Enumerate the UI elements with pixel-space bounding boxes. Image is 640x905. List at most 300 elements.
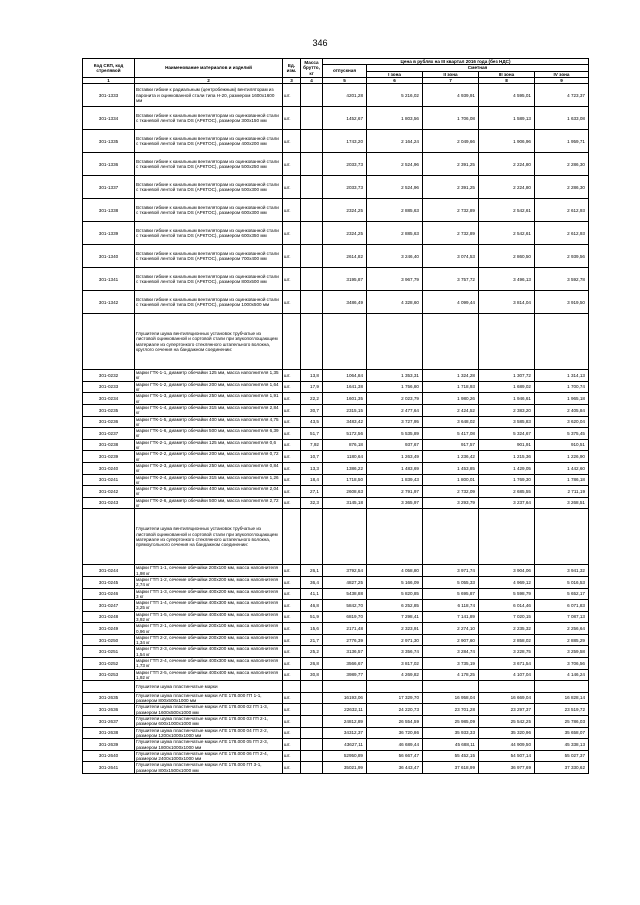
item-mass bbox=[301, 153, 323, 176]
price-zone-4: 2 612,93 bbox=[535, 222, 589, 245]
price-zone-4: 2 286,30 bbox=[535, 176, 589, 199]
price-zone-1: 3 365,97 bbox=[367, 497, 423, 509]
table-row bbox=[83, 130, 589, 153]
item-mass: 43,5 bbox=[301, 416, 323, 428]
price-zone-1: 1 353,31 bbox=[367, 370, 423, 382]
price-release: 22632,11 bbox=[323, 704, 367, 716]
item-code: 301-1334 bbox=[83, 107, 135, 130]
price-zone-2: 1 236,42 bbox=[423, 451, 479, 463]
item-name: марки ГТК-1-4, диаметр обечайки 315 мм, масса наполнителя 2,84 кг bbox=[135, 404, 283, 416]
price-zone-3: 36 977,69 bbox=[479, 762, 535, 774]
price-release: 24812,89 bbox=[323, 716, 367, 728]
item-code: 301-0247 bbox=[83, 600, 135, 612]
price-zone-3: 1 429,05 bbox=[479, 462, 535, 474]
table-row bbox=[83, 153, 589, 176]
item-mass: 30,8 bbox=[301, 669, 323, 681]
item-code: 301-0236 bbox=[83, 416, 135, 428]
price-zone-2: 6 118,74 bbox=[423, 600, 479, 612]
col-number: 9 bbox=[535, 77, 589, 83]
item-name: Глушители шума пластинчатые марки АГЕ 178.000 ГП 3-1, размером 800х1500х1000 мм bbox=[135, 762, 283, 774]
price-zone-3: 6 014,46 bbox=[479, 600, 535, 612]
price-zone-2: 1 980,26 bbox=[423, 393, 479, 405]
table-row bbox=[83, 704, 589, 716]
item-mass: 26,1 bbox=[301, 565, 323, 577]
price-zone-2: 1 718,93 bbox=[423, 381, 479, 393]
price-zone-3: 2 224,80 bbox=[479, 176, 535, 199]
item-name: Глушители шума пластинчатые марки АГЕ 178.000 02 ГП 1-3, размером 1600х500х1000 мм bbox=[135, 704, 283, 716]
price-zone-2: 2 049,66 bbox=[423, 130, 479, 153]
item-mass: 51,9 bbox=[301, 611, 323, 623]
item-mass bbox=[301, 716, 323, 728]
col-number: 2 bbox=[135, 77, 283, 83]
table-row bbox=[83, 404, 589, 416]
table-row bbox=[83, 750, 589, 762]
item-code: 301-1342 bbox=[83, 291, 135, 314]
item-mass bbox=[301, 509, 323, 565]
item-unit: шт. bbox=[283, 576, 301, 588]
item-name: марки ГТК-1-3, диаметр обечайки 250 мм, масса наполнителя 1,91 кг bbox=[135, 393, 283, 405]
header-price-group: Цена в рублях на III квартал 2016 года (без НДС) bbox=[323, 59, 589, 65]
price-zone-1: 26 554,59 bbox=[367, 716, 423, 728]
price-zone-1: 3 356,74 bbox=[367, 646, 423, 658]
item-name: марки ГТП 1-5, сечение обечайки 400х400 мм, масса наполнителя 3,92 кг bbox=[135, 611, 283, 623]
header-mass: Масса брутто, кг bbox=[301, 59, 323, 78]
price-zone-1: 5 216,02 bbox=[367, 84, 423, 107]
price-zone-2: 1 706,08 bbox=[423, 107, 479, 130]
price-zone-4: 5 652,17 bbox=[535, 588, 589, 600]
price-zone-2: 1 453,85 bbox=[423, 462, 479, 474]
item-mass bbox=[301, 314, 323, 370]
item-name: марки ГТК-2-1, диаметр обечайки 125 мм, масса наполнителя 0,6 кг bbox=[135, 439, 283, 451]
price-zone-4: 2 256,64 bbox=[535, 623, 589, 635]
price-zone-1: 17 329,70 bbox=[367, 692, 423, 704]
table-row bbox=[83, 692, 589, 704]
item-code: 301-2635 bbox=[83, 692, 135, 704]
price-release: 5842,70 bbox=[323, 600, 367, 612]
item-unit: шт. bbox=[283, 704, 301, 716]
item-code: 301-0244 bbox=[83, 565, 135, 577]
table-row bbox=[83, 291, 589, 314]
price-zone-4: 1 442,60 bbox=[535, 462, 589, 474]
item-code: 301-0235 bbox=[83, 404, 135, 416]
item-mass bbox=[301, 245, 323, 268]
price-release: 5172,56 bbox=[323, 428, 367, 440]
price-zone-1: 46 689,44 bbox=[367, 739, 423, 751]
price-zone-4: 3 706,56 bbox=[535, 658, 589, 670]
item-name: марки ГТК-2-4, диаметр обечайки 315 мм, масса наполнителя 1,26 кг bbox=[135, 474, 283, 486]
price-zone-3: 1 906,96 bbox=[479, 130, 535, 153]
item-code: 301-1338 bbox=[83, 199, 135, 222]
price-zone-3: 2 685,55 bbox=[479, 486, 535, 498]
item-code: 301-2638 bbox=[83, 727, 135, 739]
price-zone-1 bbox=[367, 509, 423, 565]
item-unit: шт. bbox=[283, 416, 301, 428]
price-zone-3: 3 904,06 bbox=[479, 565, 535, 577]
price-zone-1: 3 246,40 bbox=[367, 245, 423, 268]
price-zone-2: 3 284,74 bbox=[423, 646, 479, 658]
item-code: 301-2641 bbox=[83, 762, 135, 774]
price-zone-2: 2 424,52 bbox=[423, 404, 479, 416]
item-unit: шт. bbox=[283, 451, 301, 463]
price-zone-3: 5 324,67 bbox=[479, 428, 535, 440]
price-zone-4: 3 941,32 bbox=[535, 565, 589, 577]
price-release: 2324,25 bbox=[323, 199, 367, 222]
price-release: 1743,20 bbox=[323, 130, 367, 153]
item-unit: шт. bbox=[283, 381, 301, 393]
item-unit: шт. bbox=[283, 727, 301, 739]
price-release: 2033,73 bbox=[323, 176, 367, 199]
item-name: Вставки гибкие к канальным вентиляторам из оцинкованной стали с тканевой лентой типа DS (АРКТОС), размером 700х400 мм bbox=[135, 245, 283, 268]
item-mass bbox=[301, 222, 323, 245]
price-release: 16193,06 bbox=[323, 692, 367, 704]
col-number: 8 bbox=[479, 77, 535, 83]
item-mass bbox=[301, 130, 323, 153]
price-release: 3566,67 bbox=[323, 658, 367, 670]
price-zone-4 bbox=[535, 509, 589, 565]
table-body bbox=[83, 84, 589, 774]
page-number: 346 bbox=[312, 38, 328, 48]
price-zone-3: 3 228,75 bbox=[479, 646, 535, 658]
price-zone-3: 44 909,50 bbox=[479, 739, 535, 751]
price-zone-4: 2 286,30 bbox=[535, 153, 589, 176]
price-release: 4827,25 bbox=[323, 576, 367, 588]
item-unit: шт. bbox=[283, 291, 301, 314]
price-zone-1: 36 443,47 bbox=[367, 762, 423, 774]
price-release bbox=[323, 314, 367, 370]
price-zone-3: 2 542,61 bbox=[479, 222, 535, 245]
price-zone-1: 2 791,97 bbox=[367, 486, 423, 498]
price-zone-1: 5 166,09 bbox=[367, 576, 423, 588]
table-row bbox=[83, 576, 589, 588]
header-unit: Ед. изм. bbox=[283, 59, 301, 78]
item-mass: 30,7 bbox=[301, 404, 323, 416]
price-release: 1064,84 bbox=[323, 370, 367, 382]
price-zone-1: 36 720,86 bbox=[367, 727, 423, 739]
table-row bbox=[83, 381, 589, 393]
price-zone-4: 3 268,51 bbox=[535, 497, 589, 509]
item-code: 301-0249 bbox=[83, 623, 135, 635]
item-mass: 10,7 bbox=[301, 451, 323, 463]
item-mass: 13,8 bbox=[301, 370, 323, 382]
table-row bbox=[83, 762, 589, 774]
item-unit: шт. bbox=[283, 393, 301, 405]
item-mass bbox=[301, 750, 323, 762]
price-release: 1641,38 bbox=[323, 381, 367, 393]
table-row bbox=[83, 370, 589, 382]
price-zone-2: 45 688,11 bbox=[423, 739, 479, 751]
item-mass: 22,2 bbox=[301, 393, 323, 405]
price-release: 2033,73 bbox=[323, 153, 367, 176]
price-zone-4: 3 919,50 bbox=[535, 291, 589, 314]
item-code: 301-0240 bbox=[83, 462, 135, 474]
price-zone-3 bbox=[479, 509, 535, 565]
item-name: марки ГТК-1-2, диаметр обечайки 200 мм, масса наполнителя 1,64 кг bbox=[135, 381, 283, 393]
price-release: 3989,77 bbox=[323, 669, 367, 681]
col-number: 6 bbox=[367, 77, 423, 83]
price-zone-3: 901,91 bbox=[479, 439, 535, 451]
price-zone-1: 1 263,49 bbox=[367, 451, 423, 463]
item-name: марки ГТП 2-1, сечение обечайки 200х100 мм, масса наполнителя 0,96 кг bbox=[135, 623, 283, 635]
price-zone-1: 1 756,80 bbox=[367, 381, 423, 393]
item-unit: шт. bbox=[283, 658, 301, 670]
item-code: 301-0237 bbox=[83, 428, 135, 440]
item-unit: шт. bbox=[283, 634, 301, 646]
price-zone-2 bbox=[423, 509, 479, 565]
price-release: 2776,39 bbox=[323, 634, 367, 646]
price-zone-1: 5 820,85 bbox=[367, 588, 423, 600]
price-zone-4 bbox=[535, 314, 589, 370]
table-row bbox=[83, 84, 589, 107]
item-name: марки ГТП 1-1, сечение обечайки 200х100 мм, масса наполнителя 1,98 кг bbox=[135, 565, 283, 577]
price-release: 2324,25 bbox=[323, 222, 367, 245]
price-release: 52950,89 bbox=[323, 750, 367, 762]
item-mass bbox=[301, 268, 323, 291]
item-name: Глушители шума пластинчатые марки АГЕ 178.000 05 ГП 2-3, размером 1800х1000х1000 мм bbox=[135, 739, 283, 751]
price-zone-4: 3 259,58 bbox=[535, 646, 589, 658]
price-zone-1: 2 885,63 bbox=[367, 199, 423, 222]
item-unit: шт. bbox=[283, 646, 301, 658]
price-zone-2: 16 958,04 bbox=[423, 692, 479, 704]
item-name: Вставки гибкие к канальным вентиляторам из оцинкованной стали с тканевой лентой типа DS (АРКТОС), размером 600х350 мм bbox=[135, 222, 283, 245]
price-zone-3: 1 946,61 bbox=[479, 393, 535, 405]
item-code: 301-0245 bbox=[83, 576, 135, 588]
price-zone-4: 16 828,14 bbox=[535, 692, 589, 704]
price-zone-2: 3 757,72 bbox=[423, 268, 479, 291]
price-zone-3: 54 507,14 bbox=[479, 750, 535, 762]
price-zone-4: 1 959,71 bbox=[535, 130, 589, 153]
header-release: отпускная bbox=[323, 65, 367, 78]
price-release: 3486,49 bbox=[323, 291, 367, 314]
header-estimate: Сметная bbox=[367, 65, 589, 71]
table-row bbox=[83, 176, 589, 199]
item-name: марки ГТП 2-2, сечение обечайки 200х200 мм, масса наполнителя 1,34 кг bbox=[135, 634, 283, 646]
item-unit: шт. bbox=[283, 439, 301, 451]
price-zone-3: 1 689,02 bbox=[479, 381, 535, 393]
price-zone-3: 16 669,04 bbox=[479, 692, 535, 704]
price-zone-4: 5 375,45 bbox=[535, 428, 589, 440]
item-mass bbox=[301, 199, 323, 222]
price-zone-2: 917,57 bbox=[423, 439, 479, 451]
price-zone-2: 25 985,09 bbox=[423, 716, 479, 728]
item-mass bbox=[301, 727, 323, 739]
price-zone-2: 7 141,89 bbox=[423, 611, 479, 623]
item-unit: шт. bbox=[283, 739, 301, 751]
item-code: 301-1333 bbox=[83, 84, 135, 107]
item-unit: шт. bbox=[283, 692, 301, 704]
item-unit: шт. bbox=[283, 222, 301, 245]
price-zone-3: 2 224,80 bbox=[479, 153, 535, 176]
table-row bbox=[83, 611, 589, 623]
item-unit: шт. bbox=[283, 107, 301, 130]
price-zone-2: 35 933,33 bbox=[423, 727, 479, 739]
item-name: марки ГТК-2-3, диаметр обечайки 250 мм, масса наполнителя 0,84 кг bbox=[135, 462, 283, 474]
price-zone-3: 2 542,61 bbox=[479, 199, 535, 222]
item-code: 301-0232 bbox=[83, 370, 135, 382]
price-zone-3: 4 107,04 bbox=[479, 669, 535, 681]
table-row bbox=[83, 727, 589, 739]
price-zone-4: 45 338,13 bbox=[535, 739, 589, 751]
item-mass bbox=[301, 176, 323, 199]
price-zone-1: 3 817,02 bbox=[367, 658, 423, 670]
price-release: 1718,50 bbox=[323, 474, 367, 486]
price-zone-1: 5 535,89 bbox=[367, 428, 423, 440]
price-zone-1: 4 328,60 bbox=[367, 291, 423, 314]
price-zone-4: 1 314,13 bbox=[535, 370, 589, 382]
price-release: 3145,18 bbox=[323, 497, 367, 509]
item-code: 301-2637 bbox=[83, 716, 135, 728]
price-zone-4: 37 330,62 bbox=[535, 762, 589, 774]
price-zone-3 bbox=[479, 681, 535, 693]
item-unit: шт. bbox=[283, 176, 301, 199]
price-release: 2315,15 bbox=[323, 404, 367, 416]
price-table bbox=[82, 58, 589, 774]
price-release: 34312,37 bbox=[323, 727, 367, 739]
item-name: Вставки гибкие к канальным вентиляторам из оцинкованной стали с тканевой лентой типа DS (АРКТОС), размером 800х500 мм bbox=[135, 268, 283, 291]
item-name: Вставки гибкие к канальным вентиляторам из оцинкованной стали с тканевой лентой типа DS (АРКТОС), размером 600х300 мм bbox=[135, 199, 283, 222]
table-row bbox=[83, 588, 589, 600]
price-zone-1: 1 839,43 bbox=[367, 474, 423, 486]
item-unit: шт. bbox=[283, 462, 301, 474]
item-unit: шт. bbox=[283, 497, 301, 509]
price-zone-2: 2 391,25 bbox=[423, 176, 479, 199]
table-row bbox=[83, 623, 589, 635]
price-zone-4 bbox=[535, 681, 589, 693]
item-unit bbox=[283, 314, 301, 370]
item-code bbox=[83, 681, 135, 693]
item-mass: 51,7 bbox=[301, 428, 323, 440]
price-zone-1: 3 727,95 bbox=[367, 416, 423, 428]
price-zone-2: 5 055,33 bbox=[423, 576, 479, 588]
item-mass bbox=[301, 692, 323, 704]
price-release: 3195,87 bbox=[323, 268, 367, 291]
price-zone-4: 2 405,84 bbox=[535, 404, 589, 416]
price-zone-2: 3 971,74 bbox=[423, 565, 479, 577]
item-name: Глушители шума пластинчатые марки АГЕ 178.000 04 ГП 2-2, размером 1200х1000х1000 мм bbox=[135, 727, 283, 739]
price-release: 4201,28 bbox=[323, 84, 367, 107]
item-unit: шт. bbox=[283, 474, 301, 486]
price-zone-3: 1 307,72 bbox=[479, 370, 535, 382]
item-name: Глушители шума пластинчатые марки АГЕ 178.000 ГП 1-1, размером 800х500х1000 мм bbox=[135, 692, 283, 704]
price-zone-2: 23 701,28 bbox=[423, 704, 479, 716]
item-mass: 13,3 bbox=[301, 462, 323, 474]
price-zone-2: 3 074,53 bbox=[423, 245, 479, 268]
header-zone-1: I зона bbox=[367, 71, 423, 77]
table-row bbox=[83, 509, 589, 565]
item-code bbox=[83, 509, 135, 565]
item-unit bbox=[283, 509, 301, 565]
table-row bbox=[83, 739, 589, 751]
price-zone-2: 2 907,60 bbox=[423, 634, 479, 646]
item-unit: шт. bbox=[283, 153, 301, 176]
item-mass: 26,8 bbox=[301, 658, 323, 670]
price-zone-4: 25 786,03 bbox=[535, 716, 589, 728]
item-code: 301-0253 bbox=[83, 669, 135, 681]
price-release: 2614,82 bbox=[323, 245, 367, 268]
item-name: Вставки гибкие к канальным вентиляторам из оцинкованной стали с тканевой лентой типа DS (АРКТОС), размером 400х200 мм bbox=[135, 130, 283, 153]
price-zone-2: 5 417,08 bbox=[423, 428, 479, 440]
item-unit: шт. bbox=[283, 486, 301, 498]
price-zone-4: 1 633,08 bbox=[535, 107, 589, 130]
item-code: 301-0234 bbox=[83, 393, 135, 405]
item-code: 301-0233 bbox=[83, 381, 135, 393]
item-name: Глушители шума пластинчатые марки АГЕ 178.000 03 ГП 2-1, размером 600х1000х1000 мм bbox=[135, 716, 283, 728]
header-zone-3: III зона bbox=[479, 71, 535, 77]
price-zone-1: 2 164,24 bbox=[367, 130, 423, 153]
item-code: 301-0241 bbox=[83, 474, 135, 486]
price-zone-4: 4 146,24 bbox=[535, 669, 589, 681]
price-zone-4: 2 885,29 bbox=[535, 634, 589, 646]
item-mass: 41,1 bbox=[301, 588, 323, 600]
price-zone-2: 55 452,15 bbox=[423, 750, 479, 762]
price-release: 876,18 bbox=[323, 439, 367, 451]
item-unit: шт. bbox=[283, 623, 301, 635]
item-code: 301-0238 bbox=[83, 439, 135, 451]
table-row bbox=[83, 497, 589, 509]
price-release: 3792,54 bbox=[323, 565, 367, 577]
item-code: 301-1340 bbox=[83, 245, 135, 268]
price-zone-4: 1 965,18 bbox=[535, 393, 589, 405]
price-zone-2: 3 293,79 bbox=[423, 497, 479, 509]
item-unit: шт. bbox=[283, 669, 301, 681]
item-name: марки ГТП 1-3, сечение обечайки 400х200 мм, масса наполнителя 3 кг bbox=[135, 588, 283, 600]
col-number: 7 bbox=[423, 77, 479, 83]
price-zone-2: 2 274,10 bbox=[423, 623, 479, 635]
item-code: 301-2636 bbox=[83, 704, 135, 716]
table-row bbox=[83, 658, 589, 670]
table-row bbox=[83, 634, 589, 646]
price-zone-3: 2 235,32 bbox=[479, 623, 535, 635]
price-release: 35021,99 bbox=[323, 762, 367, 774]
price-zone-1 bbox=[367, 681, 423, 693]
item-name: марки ГТП 1-2, сечение обечайки 200х200 мм, масса наполнителя 2,74 кг bbox=[135, 576, 283, 588]
item-unit: шт. bbox=[283, 611, 301, 623]
price-zone-2: 3 648,02 bbox=[423, 416, 479, 428]
item-name: Глушители шума вентиляционных установок трубчатые из листовой оцинкованной и сортовой стали при звукопоглощающем материале из супертонкого стеклянного штапельного волокна, прямоугольного сечения на бандажном соединении: bbox=[135, 509, 283, 565]
item-mass: 15,6 bbox=[301, 623, 323, 635]
price-zone-3: 23 297,37 bbox=[479, 704, 535, 716]
item-name: Глушители шума пластинчатые марки bbox=[135, 681, 283, 693]
price-zone-1: 2 524,96 bbox=[367, 176, 423, 199]
price-zone-3: 3 814,04 bbox=[479, 291, 535, 314]
item-name: Вставки гибкие к канальным вентиляторам из оцинкованной стали с тканевой лентой типа DS (АРКТОС), размером 300х150 мм bbox=[135, 107, 283, 130]
item-mass: 36,4 bbox=[301, 576, 323, 588]
table-row bbox=[83, 428, 589, 440]
price-release: 5438,88 bbox=[323, 588, 367, 600]
price-zone-2: 3 735,19 bbox=[423, 658, 479, 670]
price-zone-4: 23 519,72 bbox=[535, 704, 589, 716]
item-unit: шт. bbox=[283, 750, 301, 762]
item-mass bbox=[301, 291, 323, 314]
item-mass: 18,4 bbox=[301, 474, 323, 486]
table-row bbox=[83, 462, 589, 474]
item-code: 301-1337 bbox=[83, 176, 135, 199]
price-zone-3: 2 383,20 bbox=[479, 404, 535, 416]
table-row bbox=[83, 416, 589, 428]
price-zone-1: 2 971,30 bbox=[367, 634, 423, 646]
item-name: Вставки гибкие к радиальным (центробежным) вентиляторам из паронита и оцинкованной стали типа Н-20, размером 1600х1600 мм bbox=[135, 84, 283, 107]
price-zone-1: 2 323,91 bbox=[367, 623, 423, 635]
item-name: Вставки гибкие к канальным вентиляторам из оцинкованной стали с тканевой лентой типа DS (АРКТОС), размером 500х250 мм bbox=[135, 153, 283, 176]
item-mass bbox=[301, 84, 323, 107]
item-code: 301-1335 bbox=[83, 130, 135, 153]
item-code: 301-2639 bbox=[83, 739, 135, 751]
price-zone-3: 4 595,01 bbox=[479, 84, 535, 107]
table-row bbox=[83, 565, 589, 577]
item-unit: шт. bbox=[283, 428, 301, 440]
price-zone-2: 4 939,91 bbox=[423, 84, 479, 107]
item-unit: шт. bbox=[283, 565, 301, 577]
price-zone-1: 7 298,41 bbox=[367, 611, 423, 623]
